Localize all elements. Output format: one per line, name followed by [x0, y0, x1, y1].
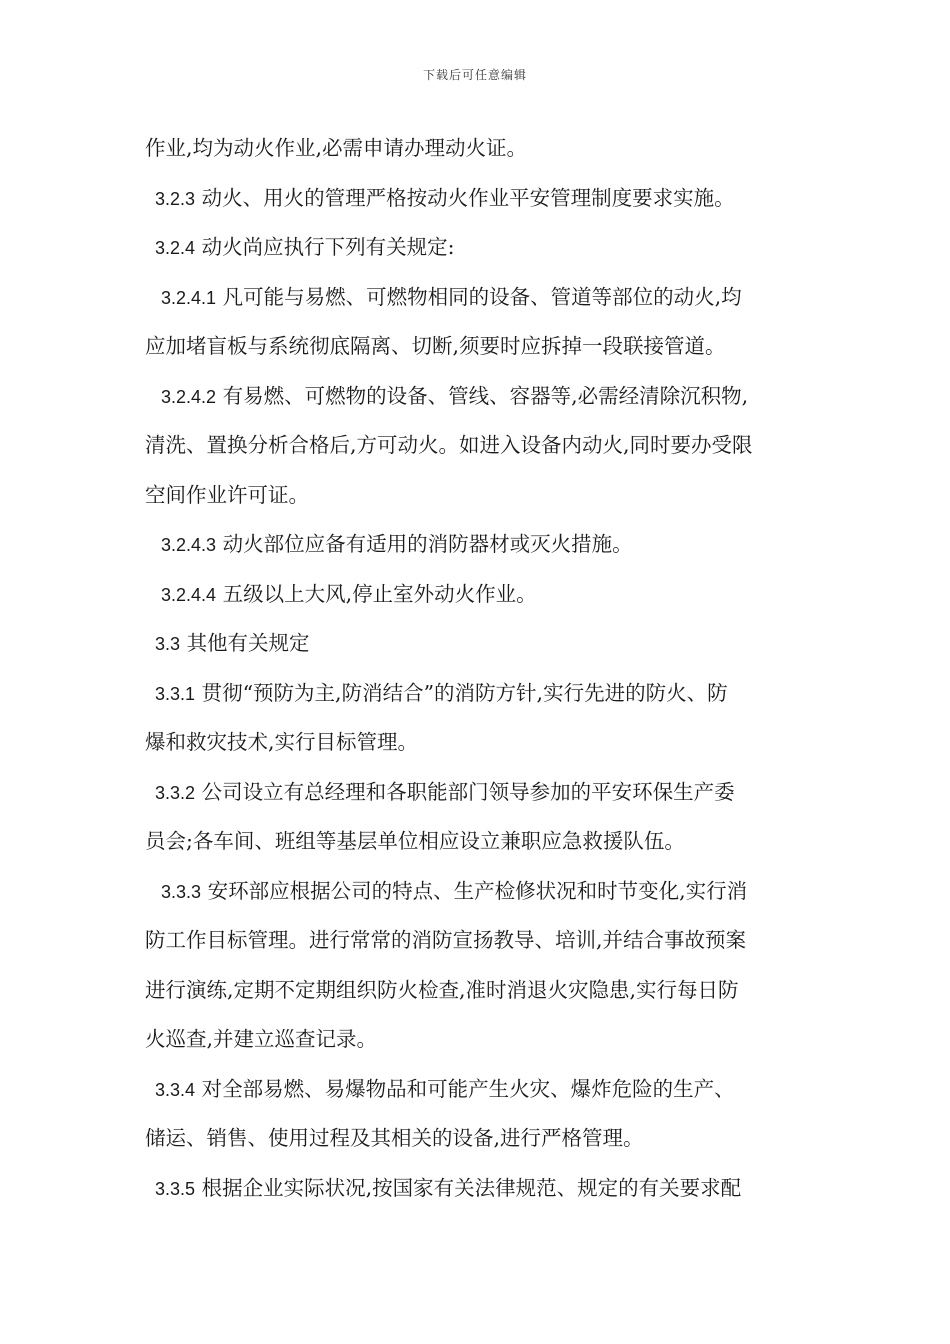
page-header-note: 下载后可任意编辑: [422, 68, 527, 82]
text-line: [145, 279, 810, 329]
text-line: [145, 328, 810, 378]
paragraph-text: 动火尚应执行下列有关规定:: [201, 235, 455, 259]
paragraph-text: 火巡查,并建立巡查记录。: [145, 1027, 378, 1051]
section-number: 3.3: [155, 634, 181, 654]
text-line: [145, 675, 810, 725]
paragraph-text: 安环部应根据公司的特点、生产检修状况和时节变化,实行消: [207, 878, 748, 903]
section-number: 3.3.2: [155, 782, 196, 803]
text-line: [145, 229, 810, 279]
paragraph-text: 作业,均为动火作业,必需申请办理动火证。: [145, 136, 528, 160]
section-number: 3.2.4.1: [161, 287, 217, 308]
text-line: [145, 922, 810, 972]
text-line: [145, 526, 810, 576]
text-line: [145, 378, 810, 428]
section-number: 3.2.4.2: [161, 386, 217, 407]
text-line: [145, 427, 810, 477]
text-line: [145, 774, 810, 824]
section-number: 3.2.3: [155, 188, 196, 209]
text-line: [145, 1170, 810, 1220]
paragraph-text: 爆和救灾技术,实行目标管理。: [145, 730, 419, 754]
document-body: [145, 130, 810, 1219]
paragraph-text: 公司设立有总经理和各职能部门领导参加的平安环保生产委: [201, 779, 735, 804]
text-line: [145, 972, 810, 1022]
text-line: [145, 625, 810, 675]
text-line: [145, 180, 810, 230]
text-line: [145, 477, 810, 527]
paragraph-text: 动火部位应备有适用的消防器材或灭火措施。: [222, 532, 633, 556]
text-line: [145, 130, 810, 180]
paragraph-text: 动火、用火的管理严格按动火作业平安管理制度要求实施。: [201, 185, 735, 210]
text-line: [145, 1071, 810, 1121]
section-number: 3.2.4.3: [161, 535, 217, 555]
paragraph-text: 有易燃、可燃物的设备、管线、容器等,必需经清除沉积物,: [222, 383, 749, 408]
text-line: [145, 1120, 810, 1170]
text-line: [145, 724, 810, 774]
section-number: 3.2.4: [155, 238, 196, 258]
paragraph-text: 应加堵盲板与系统彻底隔离、切断,须要时应拆掉一段联接管道。: [145, 334, 726, 358]
section-number: 3.3.3: [161, 881, 202, 902]
paragraph-text: 凡可能与易燃、可燃物相同的设备、管道等部位的动火,均: [222, 284, 742, 309]
paragraph-text: 空间作业许可证。: [145, 482, 309, 507]
paragraph-text: 储运、销售、使用过程及其相关的设备,进行严格管理。: [145, 1126, 644, 1150]
text-line: [145, 873, 810, 923]
paragraph-text: 根据企业实际状况,按国家有关法律规范、规定的有关要求配: [201, 1175, 742, 1200]
text-line: [145, 823, 810, 873]
paragraph-text: 防工作目标管理。进行常常的消防宣扬教导、培训,并结合事故预案: [145, 928, 747, 952]
paragraph-text: 清洗、置换分析合格后,方可动火。如进入设备内动火,同时要办受限: [145, 433, 753, 457]
paragraph-text: 其他有关规定: [186, 631, 310, 655]
text-line: [145, 1021, 810, 1071]
paragraph-text: 五级以上大风,停止室外动火作业。: [222, 581, 537, 606]
paragraph-text: 对全部易燃、易爆物品和可能产生火灾、爆炸危险的生产、: [201, 1076, 735, 1101]
section-number: 3.2.4.4: [161, 584, 217, 605]
paragraph-text: 贯彻“预防为主,防消结合”的消防方针,实行先进的防火、防: [201, 680, 728, 705]
paragraph-text: 员会;各车间、班组等基层单位相应设立兼职应急救援队伍。: [145, 829, 685, 853]
section-number: 3.3.1: [155, 683, 196, 704]
paragraph-text: 进行演练,定期不定期组织防火检查,准时消退火灾隐患,实行每日防: [145, 977, 739, 1002]
section-number: 3.3.4: [155, 1079, 196, 1100]
section-number: 3.3.5: [155, 1178, 196, 1199]
text-line: [145, 576, 810, 626]
